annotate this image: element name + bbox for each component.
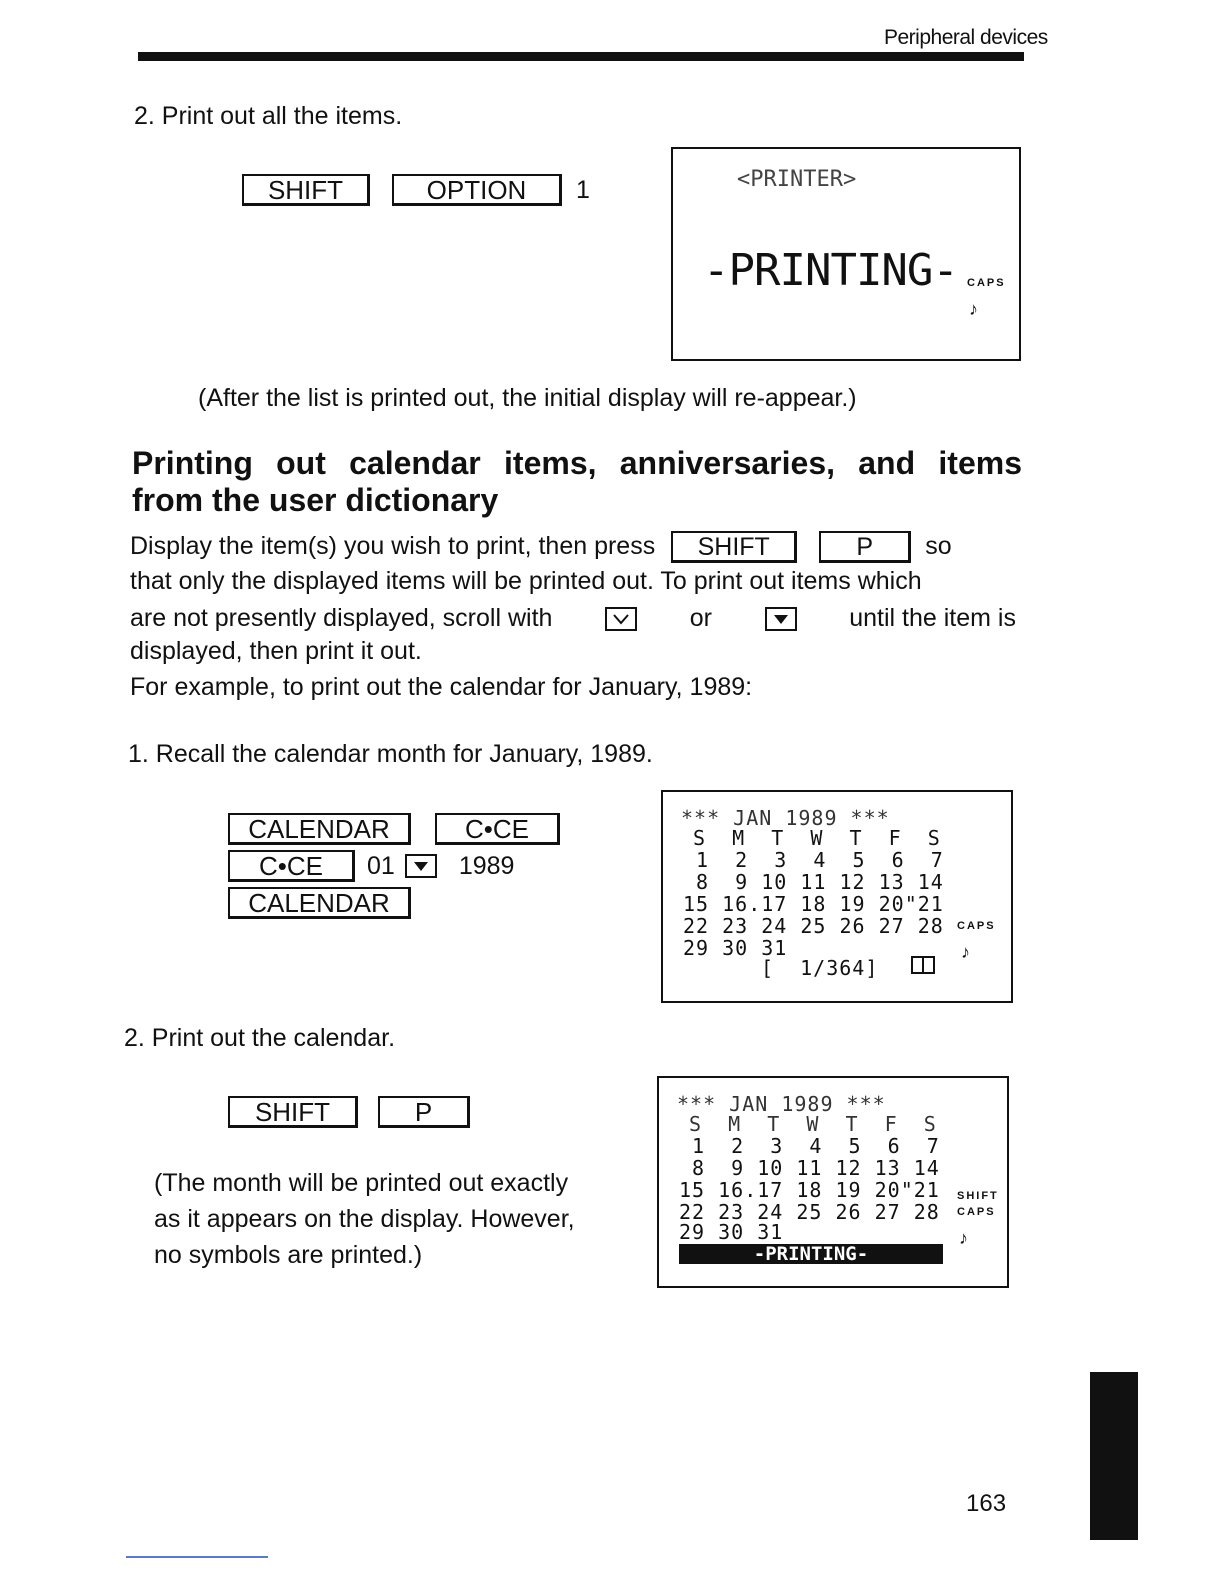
step-print-all-label: 2. Print out all the items. — [134, 102, 403, 130]
calendar-key[interactable]: CALENDAR — [228, 813, 411, 845]
lcd-display-calendar-printing — [657, 1076, 1009, 1288]
calendar-week-row: 29 30 31 — [679, 1220, 784, 1244]
p-key[interactable]: P — [819, 531, 911, 563]
section-heading-line2: from the user dictionary — [132, 482, 499, 518]
para-text: or — [689, 604, 712, 632]
calendar-day-counter: [ 1/364] — [761, 956, 879, 980]
key-sequence-2 — [228, 1096, 470, 1128]
calendar-week-row: 15 16.17 18 19 20"21 — [679, 1178, 940, 1202]
music-note-icon: ♪ — [959, 1228, 968, 1248]
calendar-week-row: 8 9 10 11 12 13 14 — [679, 1156, 940, 1180]
month-entry: 01 — [367, 851, 395, 880]
shift-indicator: SHIFT — [957, 1190, 999, 1202]
shift-key[interactable]: SHIFT — [242, 174, 370, 206]
page-number: 163 — [966, 1490, 1007, 1517]
shift-key[interactable]: SHIFT — [671, 531, 797, 563]
shift-key[interactable]: SHIFT — [228, 1096, 358, 1128]
calendar-key[interactable]: CALENDAR — [228, 887, 411, 919]
step2-note-line3: no symbols are printed.) — [154, 1241, 423, 1269]
bottom-rule — [126, 1556, 268, 1558]
scroll-down-outline-key[interactable] — [605, 607, 637, 631]
para-text: so — [925, 532, 952, 560]
para-line-2: that only the displayed items will be printed out. To print out items which — [130, 567, 922, 595]
calendar-title: *** JAN 1989 *** — [677, 1092, 886, 1116]
para-text: Display the item(s) you wish to print, then press — [130, 532, 656, 560]
para-text: until the item is — [849, 604, 1016, 632]
step2-note-line1: (The month will be printed out exactly — [154, 1169, 569, 1197]
section-heading-line1: Printing out calendar items, anniversaries, and items — [132, 445, 1022, 481]
lcd-display-printer — [671, 147, 1021, 361]
calendar-weekdays: S M T W T F S — [689, 1112, 937, 1136]
note-after-print: (After the list is printed out, the initial display will re-appear.) — [198, 384, 857, 412]
triangle-down-icon — [407, 856, 435, 876]
key-sequence-1 — [228, 812, 560, 920]
caps-indicator: CAPS — [967, 277, 1006, 289]
running-header: Peripheral devices — [884, 26, 1048, 49]
calendar-weekdays: S M T W T F S — [693, 826, 941, 850]
key-sequence-a — [242, 174, 590, 206]
lcd-display-calendar — [661, 790, 1013, 1003]
lcd-printing-text: -PRINTING- — [703, 245, 958, 296]
para-line-1 — [130, 529, 1016, 564]
para-line-5: For example, to print out the calendar for January, 1989: — [130, 673, 753, 701]
para-line-3 — [130, 601, 1016, 636]
caps-indicator: CAPS — [957, 920, 996, 932]
calendar-title: *** JAN 1989 *** — [681, 806, 890, 830]
calendar-week-row: 29 30 31 — [683, 936, 788, 960]
triangle-down-icon — [767, 609, 795, 629]
year-entry: 1989 — [458, 851, 515, 880]
chevron-down-icon — [607, 609, 635, 629]
calendar-week-row: 1 2 3 4 5 6 7 — [683, 848, 944, 872]
caps-indicator: CAPS — [957, 1206, 996, 1218]
scroll-down-solid-key[interactable] — [765, 607, 797, 631]
calendar-week-row: 22 23 24 25 26 27 28 — [683, 914, 944, 938]
cce-key[interactable]: C•CE — [435, 813, 560, 845]
header-rule — [138, 52, 1024, 61]
key-suffix: 1 — [576, 175, 590, 204]
p-key[interactable]: P — [378, 1096, 470, 1128]
printing-status-bar: -PRINTING- — [679, 1244, 943, 1264]
edge-tab-marker — [1090, 1372, 1138, 1540]
option-key[interactable]: OPTION — [392, 174, 562, 206]
para-line-4: displayed, then print it out. — [130, 637, 422, 665]
calendar-week-row: 15 16.17 18 19 20"21 — [683, 892, 944, 916]
music-note-icon: ♪ — [969, 299, 978, 319]
para-text: are not presently displayed, scroll with — [130, 604, 553, 632]
calendar-week-row: 22 23 24 25 26 27 28 — [679, 1200, 940, 1224]
step-print-calendar-label: 2. Print out the calendar. — [124, 1024, 396, 1052]
calendar-week-row: 1 2 3 4 5 6 7 — [679, 1134, 940, 1158]
music-note-icon: ♪ — [961, 942, 970, 962]
step-recall-calendar-label: 1. Recall the calendar month for January, 1989. — [128, 740, 653, 768]
lcd-printer-title: <PRINTER> — [737, 167, 857, 192]
cce-key[interactable]: C•CE — [228, 850, 355, 882]
step2-note-line2: as it appears on the display. However, — [154, 1205, 575, 1233]
down-arrow-key[interactable] — [405, 854, 437, 878]
calendar-mode-icon — [911, 956, 935, 974]
calendar-week-row: 8 9 10 11 12 13 14 — [683, 870, 944, 894]
